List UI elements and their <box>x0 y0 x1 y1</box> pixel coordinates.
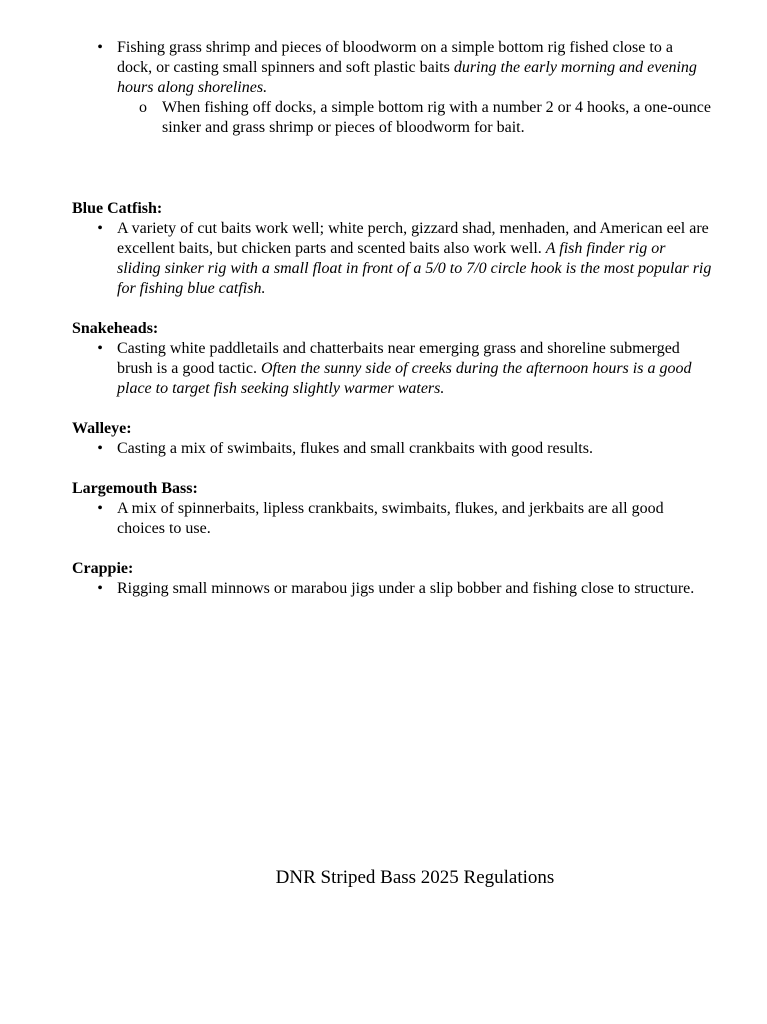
section-bullet-item <box>72 579 712 599</box>
section-heading: Crappie: <box>72 560 134 577</box>
section-bullet-text: A mix of spinnerbaits, lipless crankbaits, swimbaits, flukes, and jerkbaits are all good choices to use. <box>117 500 664 537</box>
section-snakeheads <box>72 319 712 399</box>
section-bullet-text: A variety of cut baits work well; white perch, gizzard shad, menhaden, and American eel are excellent baits, but chicken parts and scented baits also work well. <box>117 220 709 257</box>
bullet-icon: • <box>97 580 103 597</box>
section-heading: Snakeheads: <box>72 320 159 337</box>
section-crappie <box>72 559 712 599</box>
bullet-icon: • <box>97 440 103 457</box>
section-blue-catfish <box>72 199 712 299</box>
regulations-link[interactable]: DNR Striped Bass 2025 Regulations <box>275 867 555 888</box>
sub-bullet-icon: o <box>139 99 147 116</box>
section-heading: Blue Catfish: <box>72 200 163 217</box>
section-bullet-italic-text: Often the sunny side of creeks during the afternoon hours is a good place to target fish seeking slightly warmer waters. <box>117 360 692 397</box>
section-bullet-text: Casting a mix of swimbaits, flukes and small crankbaits with good results. <box>117 440 593 457</box>
section-bullet-list <box>72 339 712 399</box>
bullet-icon: • <box>97 500 103 517</box>
section-heading: Walleye: <box>72 420 132 437</box>
section-walleye <box>72 419 712 459</box>
bullet-icon: • <box>97 340 103 357</box>
intro-sub-bullet-text: When fishing off docks, a simple bottom rig with a number 2 or 4 hooks, a one-ounce sinker and grass shrimp or pieces of bloodworm for bait. <box>162 99 711 136</box>
document-page <box>72 38 712 599</box>
section-bullet-item <box>72 219 712 299</box>
section-bullet-italic-text: A fish finder rig or sliding sinker rig with a small float in front of a 5/0 to 7/0 circle hook is the most popular rig for fishing blue catfish. <box>117 240 712 297</box>
section-heading: Largemouth Bass: <box>72 480 198 497</box>
intro-sub-bullet-item <box>117 98 712 138</box>
section-bullet-list <box>72 219 712 299</box>
bullet-icon: • <box>97 220 103 237</box>
intro-sub-bullet-list <box>117 98 712 138</box>
intro-bullet-item <box>72 38 712 138</box>
section-bullet-list <box>72 579 712 599</box>
intro-bullet-list <box>72 38 712 138</box>
section-bullet-item <box>72 439 712 459</box>
intro-bullet-text: Fishing grass shrimp and pieces of bloodworm on a simple bottom rig fished close to a dock, or casting small spinners and soft plastic baits <box>117 39 673 76</box>
section-bullet-text: Casting white paddletails and chatterbaits near emerging grass and shoreline submerged brush is a good tactic. <box>117 340 680 377</box>
section-bullet-text: Rigging small minnows or marabou jigs under a slip bobber and fishing close to structure. <box>117 580 695 597</box>
intro-bullet-italic-text: during the early morning and evening hours along shorelines. <box>117 59 697 96</box>
section-largemouth-bass <box>72 479 712 539</box>
section-bullet-item <box>72 499 712 539</box>
bullet-icon: • <box>97 39 103 56</box>
section-bullet-list <box>72 439 712 459</box>
section-bullet-list <box>72 499 712 539</box>
section-bullet-item <box>72 339 712 399</box>
